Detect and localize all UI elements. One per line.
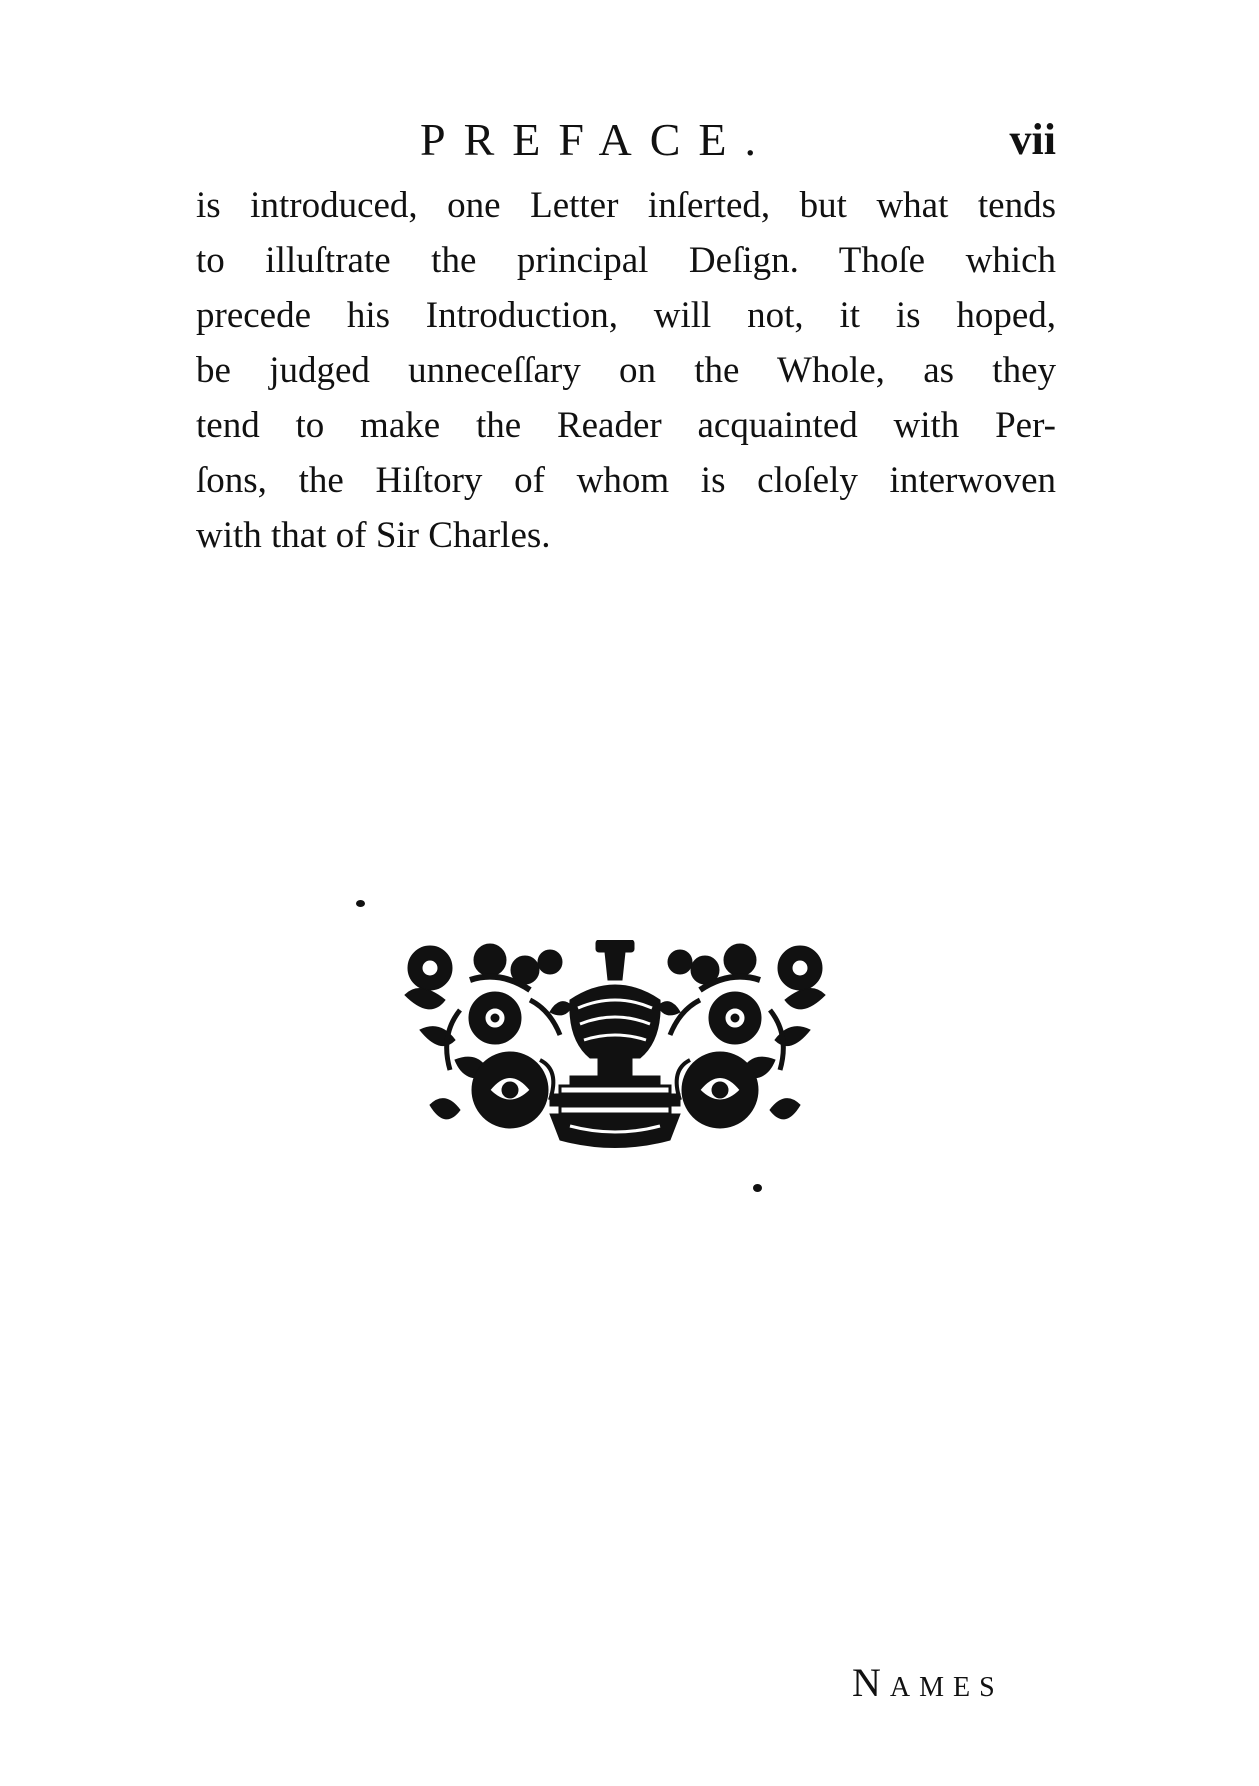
text-line: is introduced, one Letter inſerted, but what tends: [196, 185, 1056, 226]
text-line: precede his Introduction, will not, it is hoped,: [196, 295, 1056, 336]
text-line: tend to make the Reader acquainted with Per-: [196, 405, 1056, 446]
ink-speck: [753, 1184, 762, 1192]
ink-speck: [356, 900, 365, 907]
page-number: vii: [1009, 115, 1056, 164]
running-head: [196, 110, 1056, 170]
text-line: ſons, the Hiſtory of whom is cloſely interwoven: [196, 460, 1056, 501]
text-line: be judged unneceſſary on the Whole, as they: [196, 350, 1056, 391]
floral-urn-ornament-icon: [400, 940, 830, 1150]
running-title: PREFACE.: [420, 114, 775, 165]
preface-paragraph: [196, 178, 1056, 563]
text-line: with that of Sir Charles.: [196, 515, 551, 556]
catchword: Names: [852, 1660, 1004, 1705]
text-line: to illuſtrate the principal Deſign. Thoſe which: [196, 240, 1056, 281]
